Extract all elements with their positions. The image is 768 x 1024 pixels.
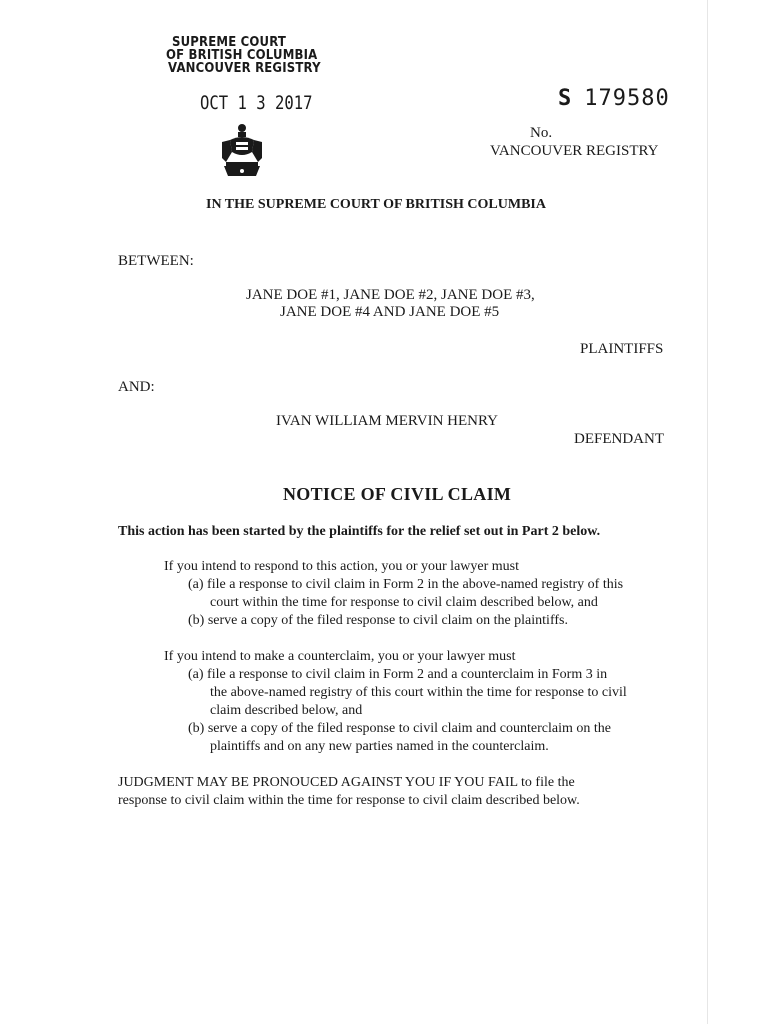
defendant-name: IVAN WILLIAM MERVIN HENRY	[276, 413, 498, 429]
respond-item-a-line-1: (a) file a response to civil claim in Form 2 in the above-named registry of this	[188, 577, 624, 592]
court-heading: IN THE SUPREME COURT OF BRITISH COLUMBIA	[206, 197, 546, 212]
no-label: No.	[530, 125, 553, 141]
intro-paragraph: This action has been started by the plaintiffs for the relief set out in Part 2 below.	[118, 524, 601, 539]
counterclaim-item-b-line-2: plaintiffs and on any new parties named in the counterclaim.	[210, 739, 549, 754]
page-title: NOTICE OF CIVIL CLAIM	[283, 484, 512, 504]
stamp-line-2: OF BRITISH COLUMBIA	[166, 48, 318, 63]
page-edge-line	[707, 0, 708, 1024]
plaintiffs-names-line-2: JANE DOE #4 AND JANE DOE #5	[280, 304, 500, 320]
stamp-line-1: SUPREME COURT	[172, 35, 287, 50]
counterclaim-item-a-line-1: (a) file a response to civil claim in Form 2 and a counterclaim in Form 3 in	[188, 667, 608, 682]
counterclaim-item-b-line-1: (b) serve a copy of the filed response to civil claim and counterclaim on the	[188, 721, 611, 736]
judgment-warning-line-1: JUDGMENT MAY BE PRONOUCED AGAINST YOU IF YOU FAIL to file the	[118, 775, 575, 790]
registry-label: VANCOUVER REGISTRY	[490, 143, 659, 159]
stamp-line-3: VANCOUVER REGISTRY	[168, 61, 321, 76]
and-label: AND:	[118, 379, 155, 395]
plaintiffs-names-line-1: JANE DOE #1, JANE DOE #2, JANE DOE #3,	[246, 287, 535, 303]
file-number-digits: 179580	[584, 86, 670, 111]
defendant-label: DEFENDANT	[574, 431, 664, 447]
respond-item-a-line-2: court within the time for response to civil claim described below, and	[210, 595, 598, 610]
counterclaim-item-a-line-3: claim described below, and	[210, 703, 363, 718]
counterclaim-lead: If you intend to make a counterclaim, you or your lawyer must	[164, 649, 516, 664]
between-label: BETWEEN:	[118, 253, 194, 269]
court-crest-icon	[218, 122, 266, 178]
judgment-warning-line-2: response to civil claim within the time for response to civil claim described below.	[118, 793, 580, 808]
counterclaim-item-a-line-2: the above-named registry of this court within the time for response to civil	[210, 685, 627, 700]
respond-item-b-line-1: (b) serve a copy of the filed response to civil claim on the plaintiffs.	[188, 613, 568, 628]
file-number-prefix: S	[558, 86, 573, 111]
respond-lead: If you intend to respond to this action, you or your lawyer must	[164, 559, 519, 574]
file-number	[558, 86, 670, 111]
stamp-date: OCT 1 3 2017	[200, 92, 313, 114]
plaintiffs-label: PLAINTIFFS	[580, 341, 664, 357]
